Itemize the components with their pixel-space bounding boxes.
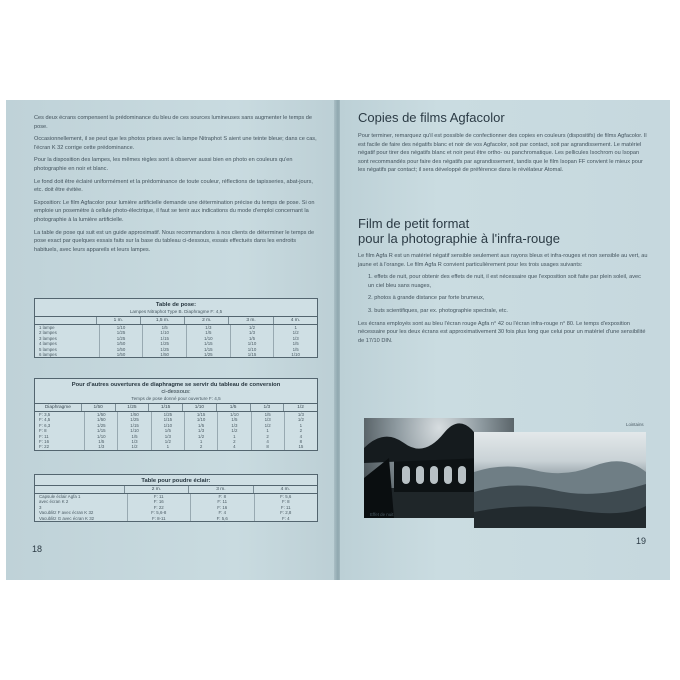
table-cell: 1 — [251, 428, 284, 433]
table-header: 1 m. 1,5 m. 2 m. 3 m. 4 m. — [35, 316, 317, 325]
table-cell: 1/5 — [84, 439, 117, 444]
table-cell: 1/10 — [184, 417, 217, 422]
table-cell: 1/5 — [117, 434, 150, 439]
table-cell: F: 22 — [39, 444, 50, 450]
table-cell: 1/10 — [84, 434, 117, 439]
table-cell: 5 lampes — [39, 346, 57, 352]
table-cell: 1/3 — [273, 336, 317, 341]
table-cell: F: 5,6 — [190, 516, 254, 521]
table-body — [35, 412, 317, 450]
table-cell: 1/25 — [142, 347, 186, 352]
table-cell: 1/5 — [142, 325, 186, 330]
table-row — [35, 352, 317, 357]
table-cell: 1/25 — [151, 412, 184, 417]
paragraph: La table de pose qui suit est un guide approximatif. Nous recommandons à nos clients de déterminer le temps de pose exact par quelques essais faits sur la base du tableau ci-dessous, essais effectués dans les endroits habituels, avec leurs appareils et leurs lampes. — [34, 229, 315, 253]
paragraph: Le fond doit être éclairé uniformément et la prédominance de toute couleur, réflections de tapisseries, abat-jours, etc. doit être évitée. — [34, 178, 313, 194]
table-cell: F: 8 — [254, 499, 318, 504]
table-title: Table de pose: — [155, 302, 197, 308]
table-cell: F: 16 — [190, 505, 254, 510]
table-cell: 1/15 — [151, 417, 184, 422]
table-cell: 1/3 — [117, 439, 150, 444]
table-cell: 4 — [284, 434, 317, 439]
table-cell: 1/5 — [184, 423, 217, 428]
table-cell: 1/10 — [99, 325, 143, 330]
landscape-image — [474, 432, 646, 528]
table-cell: 6 lampes — [39, 352, 57, 358]
table-cell: 1 — [284, 423, 317, 428]
table-cell: 3 — [39, 504, 42, 510]
right-text-block-2 — [358, 252, 648, 349]
table-cell: F: 22 — [127, 505, 191, 510]
table-cell: 4 — [217, 444, 250, 449]
left-page — [6, 100, 336, 580]
table-cell: 1/25 — [99, 336, 143, 341]
paragraph: Pour la disposition des lampes, les mêmes règles sont à observer aussi bien en photo en couleurs qu'en photographie en noir et blanc. — [34, 157, 293, 172]
table-cell: 2 — [217, 439, 250, 444]
table-cell: F: 8-11 — [127, 516, 191, 521]
table-cell: 2 — [184, 444, 217, 449]
table-cell: 1 — [151, 444, 184, 449]
table-cell: F: 11 — [190, 499, 254, 504]
table-cell: 8 — [251, 444, 284, 449]
table-cell: Capsule éclair Agfa 1 — [39, 494, 81, 499]
table-cell: F: 5,6 — [254, 494, 318, 499]
table-cell: 1/50 — [117, 412, 150, 417]
table-cell: 1/15 — [117, 423, 150, 428]
heading-line: pour la photographie à l'infra-rouge — [358, 231, 560, 246]
list-item: 2. photos à grande distance par forte brumeux, — [368, 295, 485, 302]
exposure-table — [34, 298, 318, 358]
paragraph: Occasionnellement, il se peut que les photos prises avec la lampe Nitraphot S aient une teinte bleue; dans ce cas, l'écran K 32 corrige cette prédominance. — [34, 136, 317, 151]
right-text-block-1 — [358, 132, 648, 179]
table-header: Diaphragme 1/50 1/25 1/15 1/10 1/5 1/3 1/2 — [35, 403, 317, 412]
table-cell: F: 4,5 — [39, 417, 51, 423]
table-cell: 1/2 — [151, 439, 184, 444]
table-cell: 1/25 — [117, 417, 150, 422]
table-cell: 1/3 — [186, 325, 230, 330]
table-cell: 1/10 — [230, 341, 274, 346]
table-row — [35, 516, 317, 521]
table-cell: F: 6,3 — [39, 422, 51, 428]
table-cell: 1/50 — [142, 352, 186, 357]
table-body — [35, 325, 317, 357]
table-cell: 1/2 — [284, 417, 317, 422]
page-number-right: 19 — [636, 536, 647, 546]
table-cell: 1/25 — [142, 341, 186, 346]
paragraph: Exposition: Le film Agfacolor pour lumière artificielle demande une détermination précise du temps de pose. Si on emploie un posemètre à cellule photo-électrique, il faut se tenir aux indications du mode d'emploi concernant la photographie à la lumière artificielle. — [34, 199, 315, 223]
table-cell: 1/15 — [186, 341, 230, 346]
table-cell: 1/50 — [99, 341, 143, 346]
table-cell: 1/50 — [99, 347, 143, 352]
table-cell: F: 16 — [39, 439, 50, 445]
table-cell: 1/50 — [84, 417, 117, 422]
photo-caption: Effet de nuit — [370, 512, 394, 517]
table-cell: 1/5 — [151, 428, 184, 433]
table-cell: 1/3 — [251, 417, 284, 422]
table-cell: F: 5,6-8 — [127, 510, 191, 515]
table-cell: 1/15 — [186, 347, 230, 352]
table-cell: F: 8 — [190, 494, 254, 499]
table-cell: 1/3 — [84, 444, 117, 449]
table-cell: F: 11 — [254, 505, 318, 510]
table-cell: 1/50 — [84, 412, 117, 417]
table-cell: 1/3 — [217, 423, 250, 428]
table-body — [35, 494, 317, 521]
table-cell: 1/10 — [273, 352, 317, 357]
table-title: Pour d'autres ouvertures de diaphragme se servir du tableau de conversion — [71, 382, 281, 388]
table-cell: 1/25 — [84, 423, 117, 428]
table-cell: 1/15 — [84, 428, 117, 433]
table-cell: 1/5 — [273, 341, 317, 346]
table-cell: Vacublitz G avec écran K 32 — [39, 515, 95, 521]
list-item: 1. effets de nuit, pour obtenir des effets de nuit, il est nécessaire que l'exposition soit faite par plein soleil, avec un ciel bleu sans nuages, — [368, 274, 641, 289]
table-cell: 1/2 — [184, 434, 217, 439]
table-cell: 1/2 — [117, 444, 150, 449]
table-cell: 8 — [284, 439, 317, 444]
table-cell: 1 — [217, 434, 250, 439]
table-cell: 1/3 — [184, 428, 217, 433]
table-cell: 1/5 — [273, 347, 317, 352]
table-cell: 1/10 — [217, 412, 250, 417]
section-heading-2 — [358, 216, 560, 246]
table-cell: F: 11 — [39, 433, 49, 439]
table-cell: 1/10 — [151, 423, 184, 428]
table-cell: 1/2 — [251, 423, 284, 428]
paragraph: Pour terminer, remarquez qu'il est possible de confectionner des copies en couleurs (dispositifs) de films Agfacolor. Il est facile de faire des négatifs blanc et noir de vos Agfacolor, soit par contact, soit par agrandissement. Le matériel négatif pour tirer des négatifs blanc et noir peut être ortho- ou panchromatique. Les pellicules Isochrom ou Isopan sont recommandés pour faire des négatifs par agrandissement, tandis que le film Isopan FF convient le mieux pour les négatifs par contact; il sera développé de préférence dans le révélateur Atomal. — [358, 133, 647, 174]
paragraph: Le film Agfa R est un matériel négatif sensible seulement aux rayons bleus et infra-rouges et non sensible au vert, au jaune et à l'orange. Le film Agfa R convient particulièrement pour les trois usages suivants: — [358, 253, 648, 268]
section-heading: Copies de films Agfacolor — [358, 110, 505, 125]
left-text-block — [34, 114, 320, 258]
table-cell: 1/5 — [230, 336, 274, 341]
table-cell: 1/5 — [186, 330, 230, 335]
table-cell: 1/2 — [273, 330, 317, 335]
table-cell: 15 — [284, 444, 317, 449]
table-cell: 1/15 — [142, 336, 186, 341]
table-cell: 4 — [251, 439, 284, 444]
table-cell: 1/3 — [151, 434, 184, 439]
page-number-left: 18 — [32, 544, 43, 554]
table-cell: 1/50 — [99, 352, 143, 357]
right-page — [340, 100, 670, 580]
table-row — [35, 444, 317, 449]
paragraph: Ces deux écrans compensent la prédominance du bleu de ces sources lumineuses sans augmenter le temps de pose. — [34, 115, 312, 130]
table-cell: 1/2 — [217, 428, 250, 433]
photo-caption: Lointains — [626, 422, 644, 427]
table-cell: 1/5 — [217, 417, 250, 422]
table-cell: 2 — [251, 434, 284, 439]
table-title-cont: ci-dessous: — [161, 389, 191, 395]
table-cell: 1/25 — [99, 330, 143, 335]
table-cell: avec écran K 2 — [39, 499, 69, 505]
flash-table — [34, 474, 318, 522]
table-subtitle: Temps de pose donné pour ouverture F: 4,5 — [131, 396, 221, 401]
table-cell: F: 2,8 — [254, 510, 318, 515]
distance-photo — [474, 432, 646, 528]
table-cell: 1/10 — [186, 336, 230, 341]
table-cell: 1/5 — [251, 412, 284, 417]
table-cell: 1/25 — [186, 352, 230, 357]
table-cell: 1 — [273, 325, 317, 330]
table-subtitle: Lampes Nitraphot Type B. Diaphragme F: 4,5 — [129, 309, 223, 314]
table-cell: 1/2 — [230, 325, 274, 330]
table-cell: F: 11 — [127, 494, 191, 499]
table-header: 2 m. 3 m. 4 m. — [35, 485, 317, 494]
table-cell: 1 — [184, 439, 217, 444]
table-cell: 4 lampes — [39, 341, 57, 347]
list-item: 3. buts scientifiques, par ex. photographie spectrale, etc. — [368, 307, 508, 314]
table-cell: Vacublitz F avec écran K 32 — [39, 510, 94, 516]
table-cell: 1/10 — [117, 428, 150, 433]
conversion-table — [34, 378, 318, 451]
table-cell: F: 4 — [254, 516, 318, 521]
table-cell: 3 lampes — [39, 335, 57, 341]
table-cell: 1/15 — [184, 412, 217, 417]
table-cell: 1/3 — [230, 330, 274, 335]
table-cell: F: 16 — [127, 499, 191, 504]
table-cell: 1 lampe — [39, 325, 55, 330]
table-cell: 1/10 — [142, 330, 186, 335]
heading-line: Film de petit format — [358, 216, 470, 231]
paragraph: Les écrans employés sont au bleu l'écran rouge Agfa n° 42 ou l'écran infra-rouge n° 80. Le temps d'exposition nécessaire pour les deux écrans est approximativement 30 fois plus long que celui pour un matériel d'une sensibilité de 17/10 DIN. — [358, 320, 646, 344]
table-cell: 1/3 — [284, 412, 317, 417]
table-title: Table pour poudre éclair: — [141, 478, 211, 484]
table-cell: F: 4 — [190, 510, 254, 515]
table-cell: 2 — [284, 428, 317, 433]
table-cell: 1/15 — [230, 352, 274, 357]
table-cell: 1/10 — [230, 347, 274, 352]
table-cell: 2 lampes — [39, 330, 57, 336]
table-cell: F: 3,5 — [39, 412, 51, 417]
booklet-spread — [6, 100, 670, 580]
table-cell: F: 8 — [39, 428, 47, 434]
